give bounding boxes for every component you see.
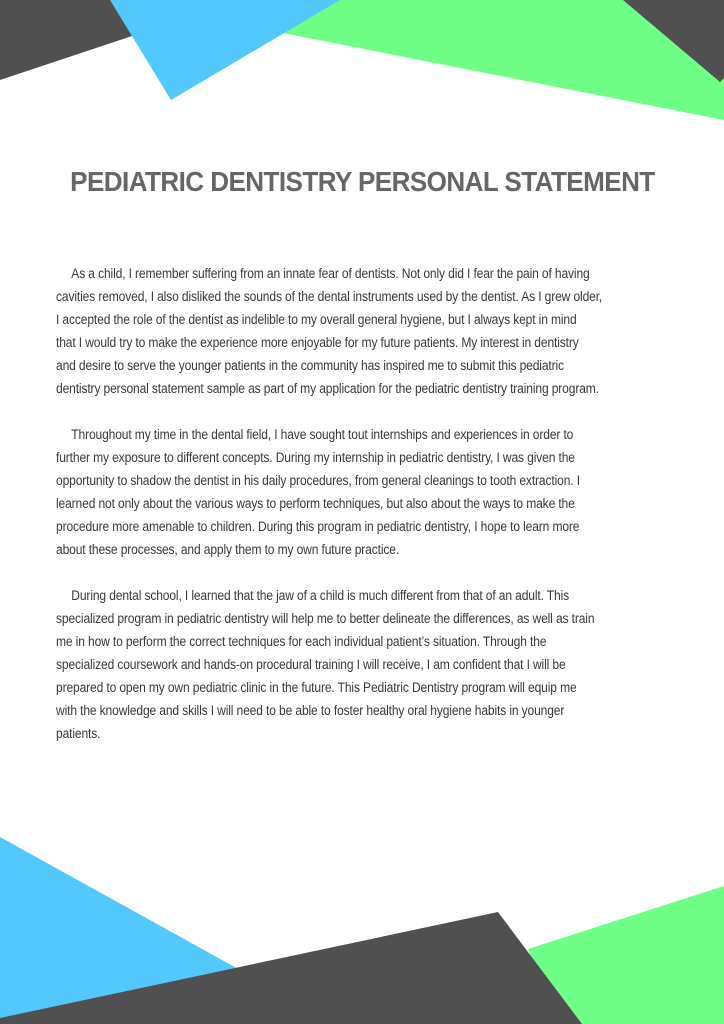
text-line: me in how to perform the correct techniques for each individual patient’s situation. Through the: [56, 634, 547, 649]
blue-triangle-top: [110, 0, 340, 100]
text-line: and desire to serve the younger patients in the community has inspired me to submit this pediatric: [56, 358, 564, 373]
text-line: Throughout my time in the dental field, I have sought tout internships and experiences in order to: [71, 427, 574, 442]
text-line: opportunity to shadow the dentist in his daily procedures, from general cleanings to tooth extraction. I: [56, 473, 580, 488]
text-line: learned not only about the various ways to perform techniques, but also about the ways to make the: [56, 496, 575, 511]
statement-body: [56, 262, 676, 768]
text-line: dentistry personal statement sample as part of my application for the pediatric dentistry training program.: [56, 381, 599, 396]
paragraph-3: [56, 584, 676, 745]
text-line: specialized coursework and hands-on procedural training I will receive, I am confident that I will be: [56, 657, 566, 672]
text-line: procedure more amenable to children. During this program in pediatric dentistry, I hope to learn more: [56, 519, 580, 534]
dark-gray-triangle-top-left: [0, 0, 135, 80]
paragraph-1: [56, 262, 676, 400]
paragraph-2: [56, 423, 676, 561]
page-title: PEDIATRIC DENTISTRY PERSONAL STATEMENT: [70, 166, 655, 197]
text-line: patients.: [56, 726, 101, 741]
text-line: As a child, I remember suffering from an innate fear of dentists. Not only did I fear the pain of having: [71, 266, 590, 281]
text-line: During dental school, I learned that the jaw of a child is much different from that of an adult. This: [71, 588, 570, 603]
text-line: I accepted the role of the dentist as indelible to my overall general hygiene, but I always kept in mind: [56, 312, 577, 327]
text-line: cavities removed, I also disliked the sounds of the dental instruments used by the dentist. As I grew older,: [56, 289, 603, 304]
text-line: that I would try to make the experience more enjoyable for my future patients. My interest in dentistry: [56, 335, 579, 350]
text-line: with the knowledge and skills I will need to be able to foster healthy oral hygiene habits in younger: [56, 703, 565, 718]
text-line: about these processes, and apply them to my own future practice.: [56, 542, 400, 557]
text-line: further my exposure to different concepts. During my internship in pediatric dentistry, I was given the: [56, 450, 575, 465]
text-line: specialized program in pediatric dentistry will help me to better delineate the differences, as well as train: [56, 611, 595, 626]
text-line: prepared to open my own pediatric clinic in the future. This Pediatric Dentistry program will equip me: [56, 680, 577, 695]
